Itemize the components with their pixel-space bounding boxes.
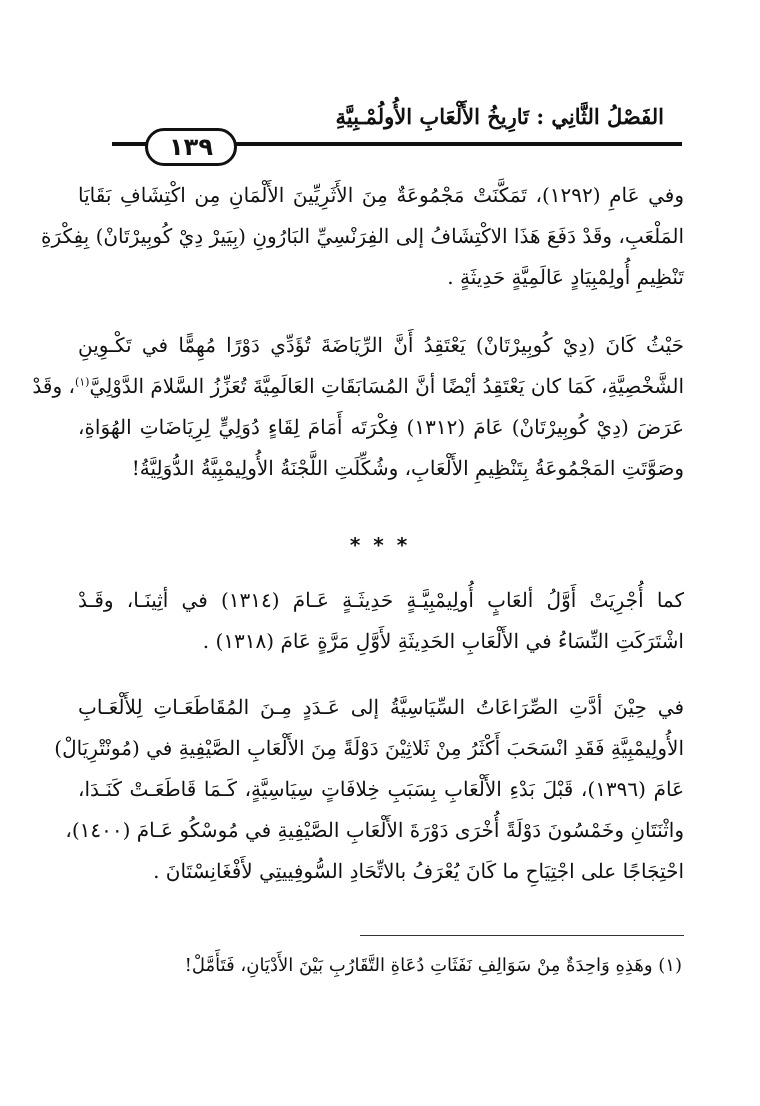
footnote-divider (360, 935, 684, 936)
chapter-header: الفَصْلُ الثَّانِي : تَارِيخُ الأَلْعَابِ الأُولُمْـبِيَّةِ (335, 104, 664, 129)
footnote: (١) وهَذِهِ وَاحِدَةٌ مِنْ سَوَالِفِ نَفَثَاتِ دُعَاةِ التَّقَارُبِ بَيْنَ الأَدْيَانِ، فَتَأَمَّلْ! (184, 955, 682, 976)
text-segment: الشَّخْصِيَّةِ، كَمَا كان يَعْتَقِدُ أيْضًا أنَّ المُسَابَقَاتِ العَالَمِيَّةَ تُعَزِّزُ السَّلامَ الدَّوْلِيَّ (89, 374, 684, 398)
paragraph-1 (40, 175, 684, 298)
text-line (32, 366, 684, 407)
text-line: تَنْظِيمِ أُولِمْبِيَادٍ عَالَمِيَّةٍ حَدِيثَةٍ . (447, 265, 684, 289)
text-line: واثْنَتَانِ وخَمْسُونَ دَوْلَةً أُخْرَى دَوْرَةَ الأَلْعَابِ الصَّيْفِيةِ في مُوسْكُو عَـامَ (١٤٠٠)، (65, 818, 684, 842)
text-line: حَيْثُ كَانَ (دِيْ كُوبِيرْتَانْ) يَعْتَقِدُ أَنَّ الرِّيَاضَةَ تُؤَدِّي دَوْرًا مُهِمًّا في تَكْـوِينِ (78, 333, 684, 357)
text-line: عَرَضَ (دِيْ كُوبِيرْتَانْ) عَامَ (١٣١٢) فِكْرَتَه أَمَامَ لِقَاءٍ دُوَلِيٍّ لِرِيَاضَاتِ الهُوَاةِ، (78, 415, 684, 439)
text-line: وفي عَامِ (١٢٩٢)، تَمَكَّنَتْ مَجْمُوعَةٌ مِنَ الأَثَرِيِّينَ الأَلْمَانِ مِن اكْتِشَافِ بَقَايَا (78, 183, 684, 207)
text-segment: ، وقَدْ (32, 374, 75, 398)
footnote-reference[interactable]: (١) (74, 375, 90, 389)
text-line: عَامَ (١٣٩٦)، قَبْلَ بَدْءِ الأَلْعَابِ بِسَبَبِ خِلافَاتٍ سِيَاسِيَّةٍ، كَـمَا قَاطَعَـتْ كَنَـدَا، (78, 777, 684, 801)
text-line: وصَوَّتَتِ المَجْمُوعَةُ بِتَنْظِيمِ الأَلْعَابِ، وشُكِّلَتِ اللَّجْنَةُ الأُولِيمْبِيَّةُ الدُّوَلِيَّةُ! (131, 456, 684, 480)
text-line: اشْتَرَكَتِ النِّسَاءُ في الأَلْعَابِ الحَدِيثَةِ لأَوَّلِ مَرَّةٍ عَامَ (١٣١٨) . (202, 629, 684, 653)
paragraph-4 (54, 687, 684, 892)
text-line: الأُولِيمْبِيَّةِ فَقَدِ انْسَحَبَ أَكْثَرُ مِنْ ثَلاثِيْنَ دَوْلَةً مِنَ الأَلْعَابِ الصَّيْفِيةِ في (مُونْتْرِيَالْ) (54, 736, 684, 760)
text-line: احْتِجَاجًا على اجْتِيَاحِ ما كَانَ يُعْرَفُ بالاتِّحَادِ السُّوفِييتِي لأَفْغَانِسْتَانَ . (153, 859, 684, 883)
text-line: المَلْعَبِ، وقَدْ دَفَعَ هَذَا الاكْتِشَافُ إلى الفِرَنْسِيِّ البَارُونِ (بِيَيرْ دِيْ كُوبِيرْتَانْ) بِفِكْرَةِ (40, 224, 684, 248)
paragraph-3 (78, 580, 684, 662)
text-line: في حِيْنَ أدَّتِ الصِّرَاعَاتُ السِّيَاسِيَّةُ إلى عَـدَدٍ مِـنَ المُقَاطَعَـاتِ لِلأَلْعَـابِ (78, 695, 684, 719)
paragraph-2 (32, 325, 684, 489)
text-line: كما أُجْرِيَتْ أَوَّلُ ألعَابٍ أُولِيمْبِيَّـةٍ حَدِيثَـةٍ عَـامَ (١٣١٤) في أثِينَـا، وقَـدْ (78, 588, 684, 612)
page-number: ١٣٩ (145, 128, 237, 166)
section-separator: * * * (349, 533, 411, 557)
